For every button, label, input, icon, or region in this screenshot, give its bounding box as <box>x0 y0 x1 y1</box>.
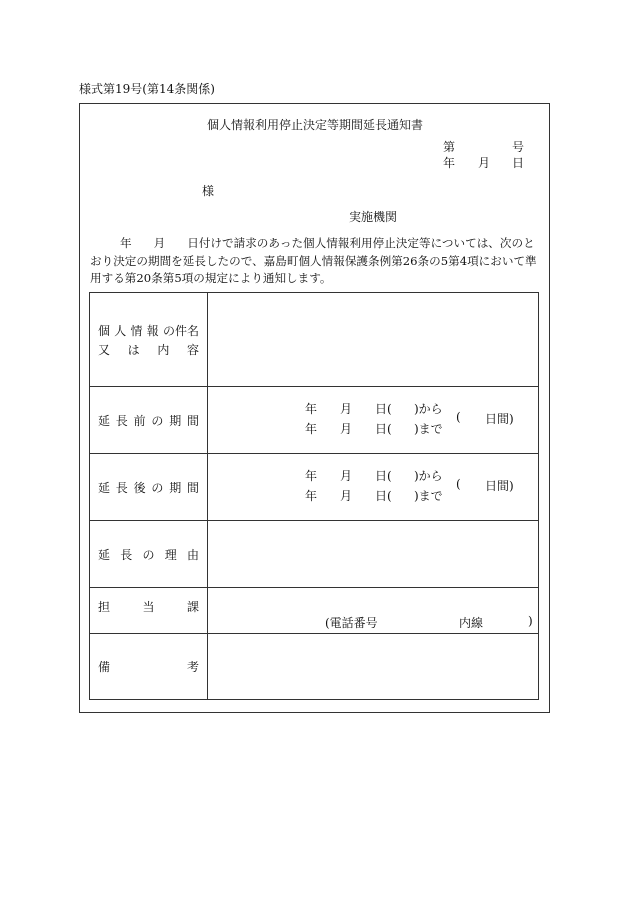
after-to-month: 月 <box>340 489 353 503</box>
before-from-year: 年 <box>305 402 318 416</box>
row-subject <box>90 293 539 387</box>
recipient-suffix: 様 <box>202 184 215 198</box>
detail-table <box>89 292 539 700</box>
label-reason <box>90 521 208 588</box>
before-from-day: 日( <box>375 402 392 416</box>
label-char: 情 <box>130 323 143 338</box>
after-to-year: 年 <box>305 489 318 503</box>
label-char: 期 <box>169 413 182 428</box>
before-to-month: 月 <box>340 422 353 436</box>
label-char: 延 <box>98 547 111 562</box>
label-char: 理 <box>164 547 177 562</box>
value-remarks[interactable] <box>208 634 539 700</box>
body-year: 年 <box>120 236 132 250</box>
label-subject <box>90 293 208 387</box>
label-char: の <box>142 547 155 562</box>
extension-label: 内線 <box>459 616 484 630</box>
doc-number-prefix: 第 <box>443 140 456 154</box>
label-char: の <box>151 480 164 495</box>
label-char: 長 <box>115 480 128 495</box>
before-days-open: ( <box>456 410 461 424</box>
label-char: 容 <box>186 342 199 357</box>
label-char: の <box>151 413 164 428</box>
document-title: 個人情報利用停止決定等期間延長通知書 <box>206 118 423 132</box>
label-char: 考 <box>186 660 199 674</box>
label-after <box>90 454 208 521</box>
label-char: 個 <box>98 323 111 338</box>
after-from-day: 日( <box>375 469 392 483</box>
label-char: 人 <box>114 323 127 338</box>
label-char: 備 <box>98 660 111 674</box>
label-char: 長 <box>120 547 133 562</box>
before-to-day: 日( <box>375 422 392 436</box>
after-to-day: 日( <box>375 489 392 503</box>
label-char: の件名 <box>162 323 199 338</box>
body-rest: 日付けで請求のあった個人情報利用停止決定等については、次のとおり決定の期間を延長したので、嘉島町個人情報保護条例第26条の5第4項において準用する第20条第5項の規定により通知します。 <box>90 236 537 285</box>
before-days-close: 日間) <box>485 412 514 426</box>
phone-close: ) <box>528 614 533 628</box>
after-to-suffix: )まで <box>414 489 443 503</box>
after-days-close: 日間) <box>485 479 514 493</box>
label-dept <box>90 588 208 634</box>
row-before <box>90 387 539 454</box>
value-dept[interactable] <box>208 588 539 634</box>
before-to-suffix: )まで <box>414 422 443 436</box>
label-char: 延 <box>98 480 111 495</box>
date-day: 日 <box>512 156 525 170</box>
value-reason[interactable] <box>208 521 539 588</box>
label-before <box>90 387 208 454</box>
label-char: 由 <box>186 547 199 562</box>
value-subject[interactable] <box>208 293 539 387</box>
body-month: 月 <box>153 236 166 250</box>
label-char: 報 <box>146 323 159 338</box>
label-char: 間 <box>186 480 199 495</box>
after-from-year: 年 <box>305 469 318 483</box>
row-remarks <box>90 634 539 700</box>
label-char: 担 <box>98 600 111 614</box>
label-char: 当 <box>142 600 155 614</box>
after-from-month: 月 <box>340 469 353 483</box>
before-to-year: 年 <box>305 422 318 436</box>
label-char: は <box>127 342 140 357</box>
phone-label: (電話番号 <box>325 616 378 630</box>
row-after <box>90 454 539 521</box>
row-reason <box>90 521 539 588</box>
label-char: 後 <box>133 480 146 495</box>
label-char: 前 <box>133 413 146 428</box>
row-dept <box>90 588 539 634</box>
value-after[interactable] <box>208 454 539 521</box>
before-from-suffix: )から <box>414 402 443 416</box>
after-from-suffix: )から <box>414 469 443 483</box>
label-char: 長 <box>115 413 128 428</box>
label-char: 又 <box>98 342 111 357</box>
agency-label: 実施機関 <box>349 210 398 224</box>
before-from-month: 月 <box>340 402 353 416</box>
label-char: 内 <box>157 342 170 357</box>
label-char: 延 <box>98 413 111 428</box>
date-month: 月 <box>478 156 491 170</box>
label-char: 期 <box>169 480 182 495</box>
date-year: 年 <box>443 156 456 170</box>
label-remarks <box>90 634 208 700</box>
value-before[interactable] <box>208 387 539 454</box>
body-text <box>90 235 545 288</box>
doc-number-suffix: 号 <box>512 140 525 154</box>
label-char: 間 <box>186 413 199 428</box>
label-char: 課 <box>186 600 199 614</box>
after-days-open: ( <box>456 477 461 491</box>
form-label: 様式第19号(第14条関係) <box>79 82 215 96</box>
